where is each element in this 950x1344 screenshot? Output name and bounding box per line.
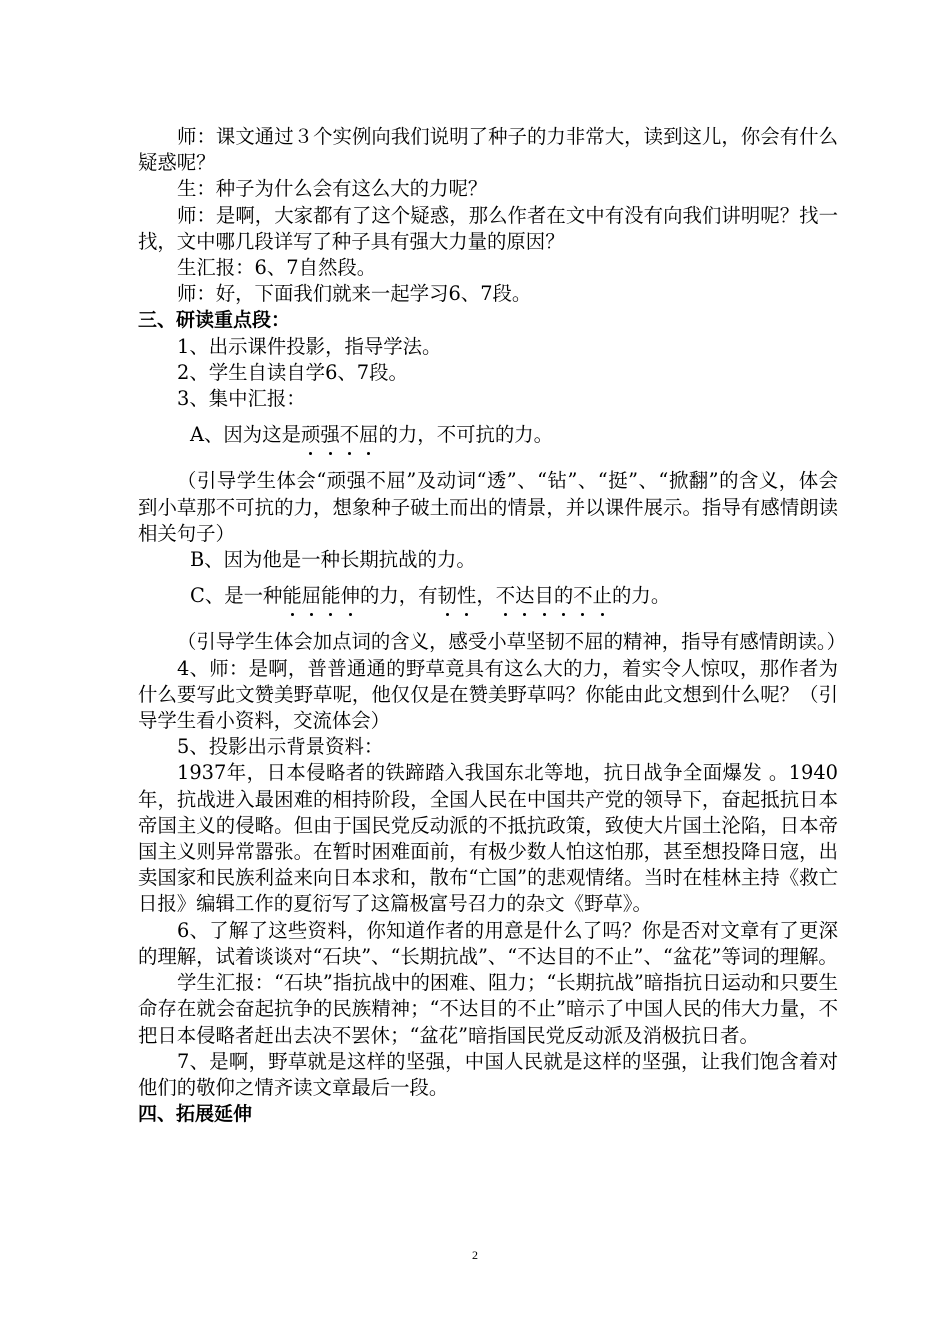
emphasis-char: 屈: [359, 423, 379, 447]
emphasis-char: 能: [321, 584, 341, 608]
emphasis-char: 的: [553, 584, 574, 608]
emphasis-char: 不: [339, 423, 360, 447]
step-2: 2、学生自读自学6、7段。: [177, 360, 408, 384]
guide-note-2: （引导学生体会加点词的含义，感受小草坚韧不屈的精神，指导有感情朗读。）: [177, 630, 846, 654]
student-question-paragraph: 生：种子为什么会有这么大的力呢？: [177, 177, 488, 201]
emphasis-char: 强: [320, 423, 340, 447]
point-c-suffix: 的力。: [612, 584, 671, 608]
section-heading-4: 四、拓展延伸: [138, 1103, 253, 1126]
emphasis-char: 屈: [301, 584, 322, 608]
emphasis-char: 性: [456, 584, 477, 608]
point-a-prefix: A、因为这是: [190, 423, 301, 447]
document-body: [138, 124, 846, 1127]
teacher-prompt-paragraph: 师：是啊，大家都有了这个疑惑，那么作者在文中有没有向我们讲明呢？找一找，文中哪几段详写了种子具有强大力量的原因？: [138, 203, 838, 253]
point-a-suffix: 的力，不可抗的力。: [378, 423, 554, 447]
point-a: [138, 422, 838, 448]
student-report-paragraph: 生汇报：6、7自然段。: [177, 256, 377, 280]
point-c: [138, 583, 838, 609]
emphasis-char: 伸: [340, 584, 360, 608]
step-5: 5、投影出示背景资料：: [177, 735, 384, 759]
point-b: B、因为他是一种长期抗战的力。: [190, 548, 476, 572]
step-6: 6、了解了这些资料，你知道作者的用意是什么了吗？你是否对文章有了更深的理解，试着谈谈对“石块”、“长期抗战”、“不达目的不止”、“盆花”等词的理解。: [138, 918, 838, 968]
emphasis-char: 达: [515, 584, 535, 608]
emphasis-char: 不: [573, 584, 593, 608]
student-report-words: 学生汇报：“石块”指抗战中的困难、阻力；“长期抗战”暗指抗日运动和只要生命存在就会奋起抗争的民族精神；“不达目的不止”暗示了中国人民的伟大力量，不把日本侵略者赶出去决不罢休；“盆花”暗指国民党反动派及消极抗日者。: [138, 971, 838, 1047]
teacher-question-paragraph: 师：课文通过３个实例向我们说明了种子的力非常大，读到这儿，你会有什么疑惑呢？: [138, 125, 838, 175]
section-heading-3: 三、研读重点段：: [138, 309, 291, 332]
teacher-transition-paragraph: 师：好，下面我们就来一起学习6、7段。: [177, 282, 532, 306]
point-c-mid-1: 的力，有: [359, 584, 438, 608]
point-c-mid-2: ，: [476, 584, 496, 608]
step-7: 7、是啊，野草就是这样的坚强，中国人民就是这样的坚强，让我们饱含着对他们的敬仰之情齐读文章最后一段。: [138, 1049, 838, 1099]
point-c-prefix: C、是一种: [190, 584, 283, 608]
step-1: 1、出示课件投影，指导学法。: [177, 334, 442, 358]
step-3: 3、集中汇报：: [177, 387, 306, 411]
emphasis-char: 顽: [300, 423, 321, 447]
guide-note-1: （引导学生体会“顽强不屈”及动词“透”、“钻”、“挺”、“掀翻”的含义，体会到小草那不可抗的力，想象种子破土而出的情景，并以课件展示。指导有感情朗读相关句子）: [138, 469, 838, 545]
emphasis-char: 韧: [437, 584, 457, 608]
step-4: 4、师：是啊，普普通通的野草竟具有这么大的力，着实令人惊叹，那作者为什么要写此文赞美野草呢，他仅仅是在赞美野草吗？你能由此文想到什么呢？（引导学生看小资料，交流体会）: [138, 656, 838, 733]
page-number: 2: [472, 1248, 478, 1262]
emphasis-char: 不: [495, 584, 516, 608]
background-material: 1937年，日本侵略者的铁蹄踏入我国东北等地，抗日战争全面爆发 。1940年，抗战进入最困难的相持阶段，全国人民在中国共产党的领导下，奋起抵抗日本帝国主义的侵略。但由于国民党反动派的不抵抗政策，致使大片国土沦陷，日本帝国主义则异常嚣张。在暂时困难面前，有极少数人怕这怕那，甚至想投降日寇，出卖国家和民族利益来向日本求和，散布“亡国”的悲观情绪。当时在桂林主持《救亡日报》编辑工作的夏衍写了这篇极富号召力的杂文《野草》。: [138, 761, 838, 916]
emphasis-char: 目: [534, 584, 554, 608]
emphasis-char: 能: [282, 584, 302, 608]
emphasis-char: 止: [592, 584, 613, 608]
